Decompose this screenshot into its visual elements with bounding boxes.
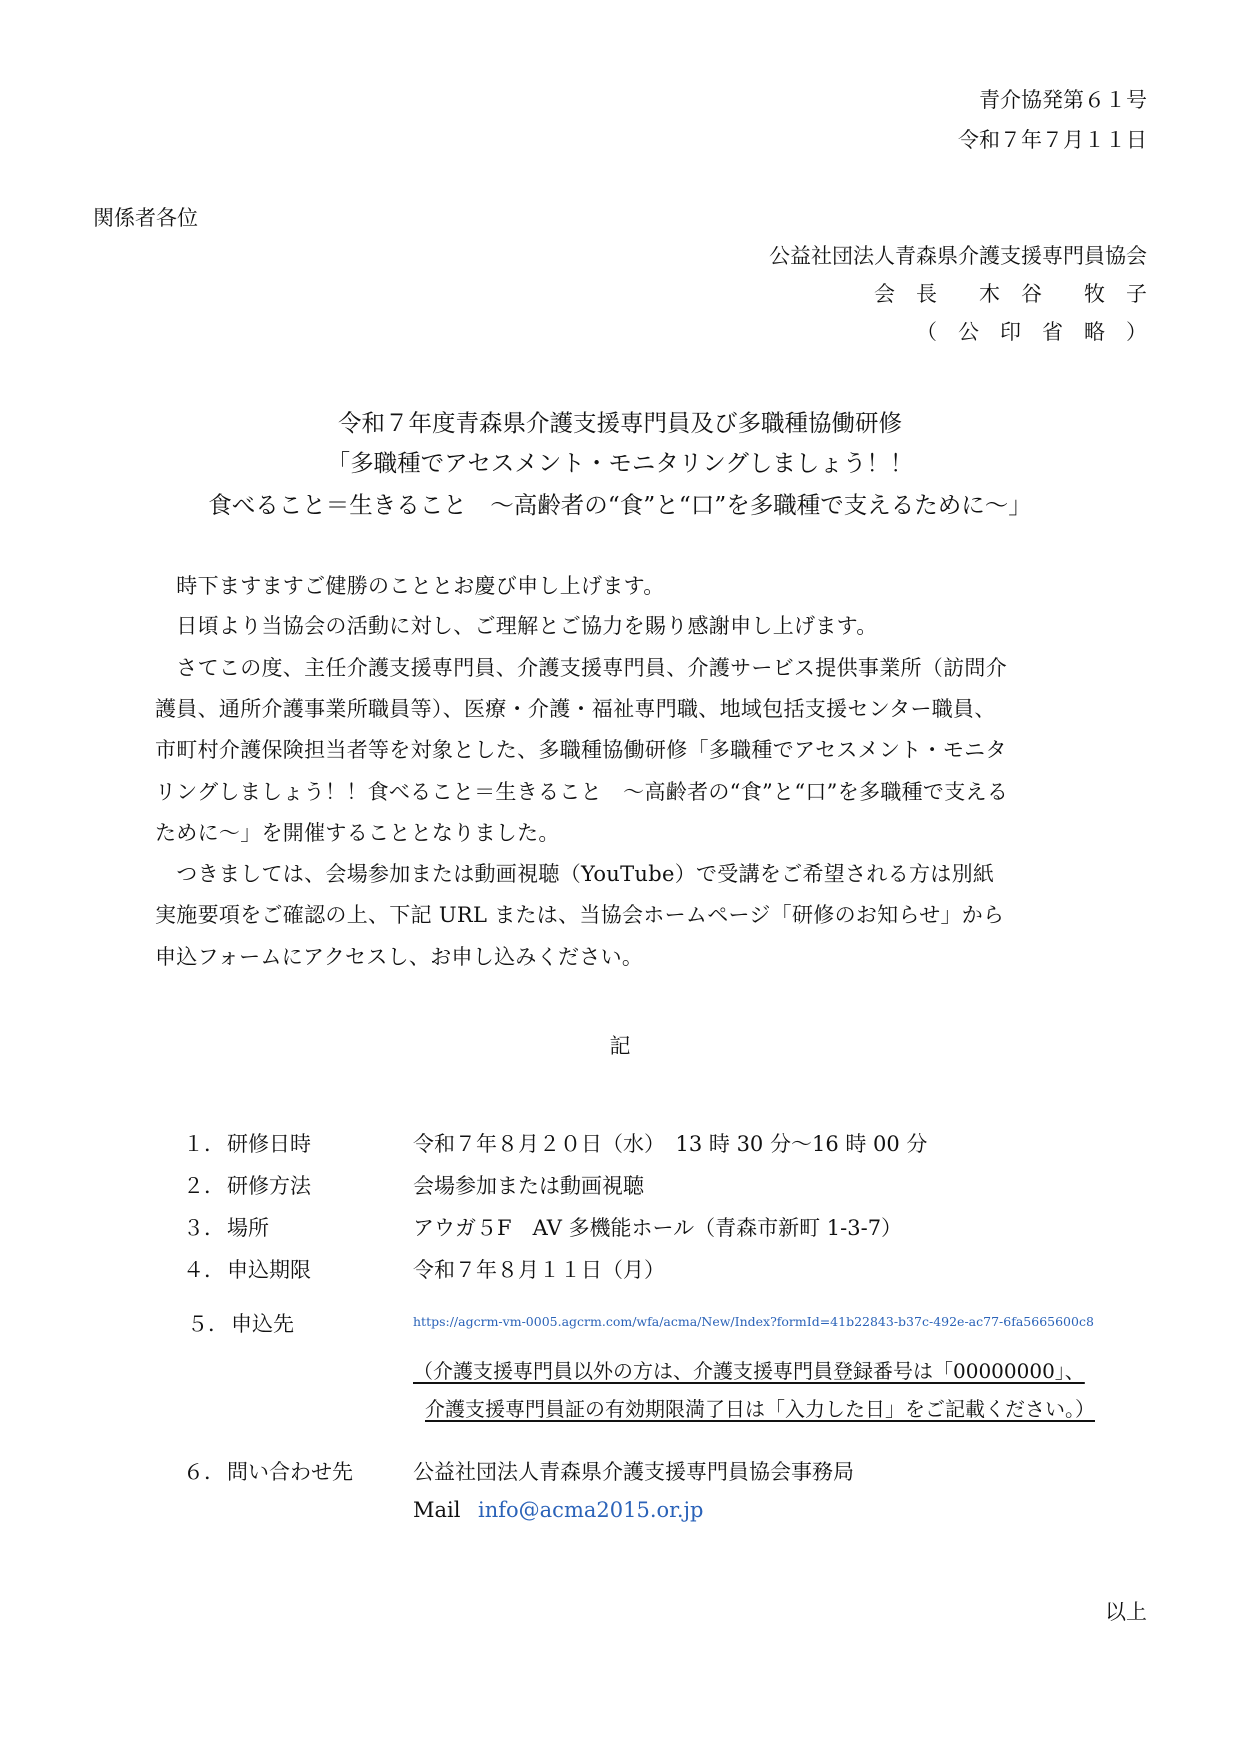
body-line: 市町村介護保険担当者等を対象とした、多職種協働研修「多職種でアセスメント・モニタ [155, 738, 1007, 762]
item-number: ３． [183, 1216, 225, 1240]
item-value-contact: 公益社団法人青森県介護支援専門員協会事務局 [413, 1460, 854, 1484]
item-value-deadline: 令和７年８月１１日（月） [413, 1258, 665, 1282]
item-label-venue: 場所 [227, 1216, 269, 1240]
ki-heading: 記 [609, 1034, 631, 1058]
body-line: ために～」を開催することとなりました。 [155, 821, 560, 845]
seal-omitted-note: （ 公 印 省 略 ） [916, 320, 1147, 344]
body-line: 時下ますますご健勝のこととお慶び申し上げます。 [155, 574, 665, 598]
item-number: １． [183, 1132, 225, 1156]
mail-address-link[interactable]: info@acma2015.or.jp [478, 1498, 704, 1522]
application-note-line1: （介護支援専門員以外の方は、介護支援専門員登録番号は「00000000」、 [413, 1359, 1085, 1383]
item-label-date: 研修日時 [227, 1132, 311, 1156]
body-line: 実施要項をご確認の上、下記 URL または、当協会ホームページ「研修のお知らせ」から [155, 903, 1005, 927]
addressee: 関係者各位 [93, 206, 198, 230]
document-title-line1: 令和７年度青森県介護支援専門員及び多職種協働研修 [338, 409, 902, 437]
body-line: 護員、通所介護事業所職員等）、医療・介護・福祉専門職、地域包括支援センター職員、 [155, 697, 996, 721]
body-line: さてこの度、主任介護支援専門員、介護支援専門員、介護サービス提供事業所（訪問介 [155, 656, 1007, 680]
body-line: 日頃より当協会の活動に対し、ご理解とご協力を賜り感謝申し上げます。 [155, 614, 878, 638]
item-value-venue: アウガ５F AV 多機能ホール（青森市新町 1-3-7） [413, 1216, 903, 1240]
item-number: ６． [183, 1460, 225, 1484]
item-label-method: 研修方法 [227, 1174, 311, 1198]
item-number: ４． [183, 1258, 225, 1282]
document-date: 令和７年７月１１日 [958, 128, 1147, 152]
mail-label: Mail [413, 1498, 461, 1522]
document-title-line2: 「多職種でアセスメント・モニタリングしましょう！！ [326, 449, 914, 477]
item-number: ２． [183, 1174, 225, 1198]
item-value-date: 令和７年８月２０日（水） 13 時 30 分～16 時 00 分 [413, 1132, 928, 1156]
organization-name: 公益社団法人青森県介護支援専門員協会 [769, 244, 1147, 268]
item-value-method: 会場参加または動画視聴 [413, 1174, 644, 1198]
item-number: ５． [187, 1312, 229, 1336]
body-line: リングしましょう！！食べること＝生きること ～高齢者の“食”と“口”を多職種で支える [155, 780, 1009, 804]
document-title-line3: 食べること＝生きること ～高齢者の“食”と“口”を多職種で支えるために～」 [208, 491, 1032, 519]
item-label-deadline: 申込期限 [227, 1258, 311, 1282]
closing-mark: 以上 [1105, 1600, 1147, 1624]
body-line: 申込フォームにアクセスし、お申し込みください。 [155, 945, 644, 969]
item-label-application: 申込先 [231, 1312, 294, 1336]
application-note-line2: 介護支援専門員証の有効期限満了日は「入力した日」をご記載ください。） [425, 1397, 1095, 1421]
body-line: つきましては、会場参加または動画視聴（YouTube）で受講をご希望される方は別紙 [155, 862, 995, 886]
president-name: 会 長 木 谷 牧 子 [874, 282, 1147, 306]
application-url-link[interactable]: https://agcrm-vm-0005.agcrm.com/wfa/acma/New/Index?formId=41b22843-b37c-492e-ac77-6fa5665600c8 [413, 1314, 1094, 1329]
item-label-contact: 問い合わせ先 [227, 1460, 353, 1484]
document-number: 青介協発第６１号 [979, 88, 1147, 112]
